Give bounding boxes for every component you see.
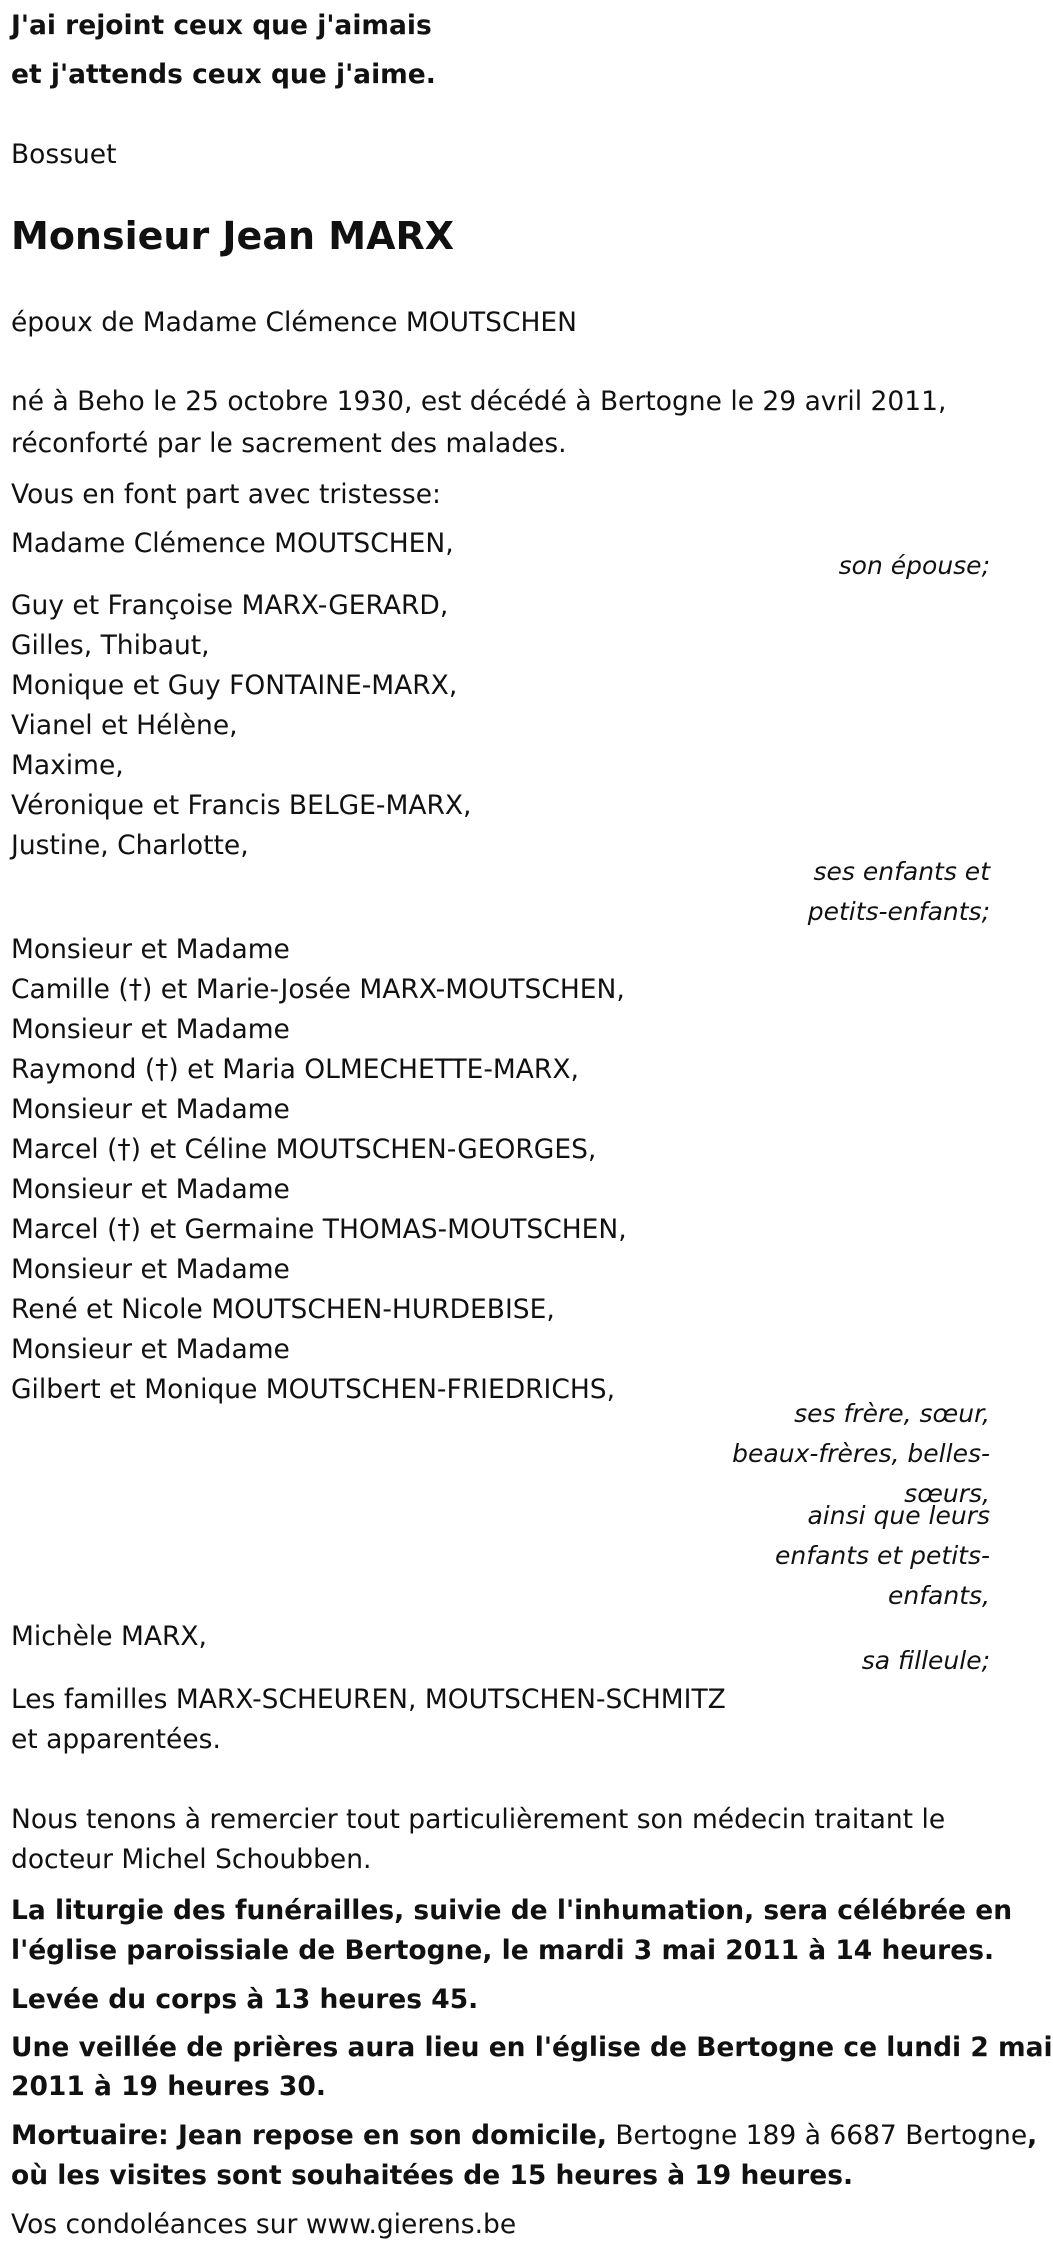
goddaughter-name: Michèle MARX, [11, 1621, 207, 1652]
spouse-relation: son épouse; [838, 551, 990, 580]
place-name: Bossuet [11, 139, 117, 170]
families-line-1: Les familles MARX-SCHEUREN, MOUTSCHEN-SCHMITZ [11, 1684, 726, 1715]
goddaughter-relation: sa filleule; [861, 1646, 990, 1675]
spouse-line: époux de Madame Clémence MOUTSCHEN [11, 307, 577, 338]
list-item: Monsieur et Madame [11, 934, 290, 965]
levee-text: Levée du corps à 13 heures 45. [11, 1984, 479, 2015]
list-item: Camille (†) et Marie-Josée MARX-MOUTSCHEN, [11, 974, 625, 1005]
spouse-name: Madame Clémence MOUTSCHEN, [11, 528, 454, 559]
siblings-relation-3: sœurs, [904, 1479, 990, 1508]
list-item: Maxime, [11, 750, 124, 781]
list-item: Monique et Guy FONTAINE-MARX, [11, 670, 458, 701]
epigraph-line-2: et j'attends ceux que j'aime. [11, 59, 436, 90]
siblings-relation-1: ses frère, sœur, [794, 1399, 990, 1428]
epigraph-line-1: J'ai rejoint ceux que j'aimais [11, 10, 432, 41]
siblings-relation-2: beaux-frères, belles- [732, 1439, 990, 1468]
list-item: Véronique et Francis BELGE-MARX, [11, 790, 472, 821]
birth-death-line-1: né à Beho le 25 octobre 1930, est décédé à Bertogne le 29 avril 2011, [11, 386, 947, 417]
liturgy-line-1: La liturgie des funérailles, suivie de l'inhumation, sera célébrée en [11, 1895, 1013, 1926]
siblings-relation-6: enfants, [888, 1581, 990, 1610]
list-item: Gilles, Thibaut, [11, 630, 210, 661]
list-item: Monsieur et Madame [11, 1334, 290, 1365]
deceased-name: Monsieur Jean MARX [11, 214, 455, 258]
vigil-line-1: Une veillée de prières aura lieu en l'église de Bertogne ce lundi 2 mai [11, 2032, 1053, 2063]
siblings-relation-4: ainsi que leurs [807, 1501, 990, 1530]
list-item: Guy et Françoise MARX-GERARD, [11, 590, 449, 621]
list-item: Marcel (†) et Céline MOUTSCHEN-GEORGES, [11, 1134, 597, 1165]
children-relation-2: petits-enfants; [807, 897, 990, 926]
mortuary-line-2: où les visites sont souhaitées de 15 heures à 19 heures. [11, 2160, 854, 2191]
list-item: René et Nicole MOUTSCHEN-HURDEBISE, [11, 1294, 555, 1325]
list-item: Vianel et Hélène, [11, 710, 238, 741]
list-item: Marcel (†) et Germaine THOMAS-MOUTSCHEN, [11, 1214, 627, 1245]
list-item: Monsieur et Madame [11, 1174, 290, 1205]
thanks-line-1: Nous tenons à remercier tout particulièrement son médecin traitant le [11, 1804, 946, 1835]
list-item: Monsieur et Madame [11, 1254, 290, 1285]
condolences-text: Vos condoléances sur www.gierens.be [11, 2209, 517, 2240]
siblings-relation-5: enfants et petits- [775, 1541, 990, 1570]
thanks-line-2: docteur Michel Schoubben. [11, 1844, 372, 1875]
vigil-line-2: 2011 à 19 heures 30. [11, 2071, 326, 2102]
list-item: Monsieur et Madame [11, 1014, 290, 1045]
list-item: Monsieur et Madame [11, 1094, 290, 1125]
intro-text: Vous en font part avec tristesse: [11, 479, 441, 510]
list-item: Justine, Charlotte, [11, 830, 249, 861]
mortuary-address: Bertogne 189 à 6687 Bertogne [606, 2120, 1028, 2151]
list-item: Gilbert et Monique MOUTSCHEN-FRIEDRICHS, [11, 1374, 616, 1405]
mortuary-comma: , [1027, 2120, 1038, 2151]
mortuary-line-1 [11, 2116, 1037, 2156]
mortuary-label: Mortuaire: Jean repose en son domicile, [11, 2120, 607, 2151]
liturgy-line-2: l'église paroissiale de Bertogne, le mardi 3 mai 2011 à 14 heures. [11, 1935, 995, 1966]
list-item: Raymond (†) et Maria OLMECHETTE-MARX, [11, 1054, 579, 1085]
families-line-2: et apparentées. [11, 1724, 221, 1755]
birth-death-line-2: réconforté par le sacrement des malades. [11, 428, 567, 459]
children-relation-1: ses enfants et [813, 857, 990, 886]
